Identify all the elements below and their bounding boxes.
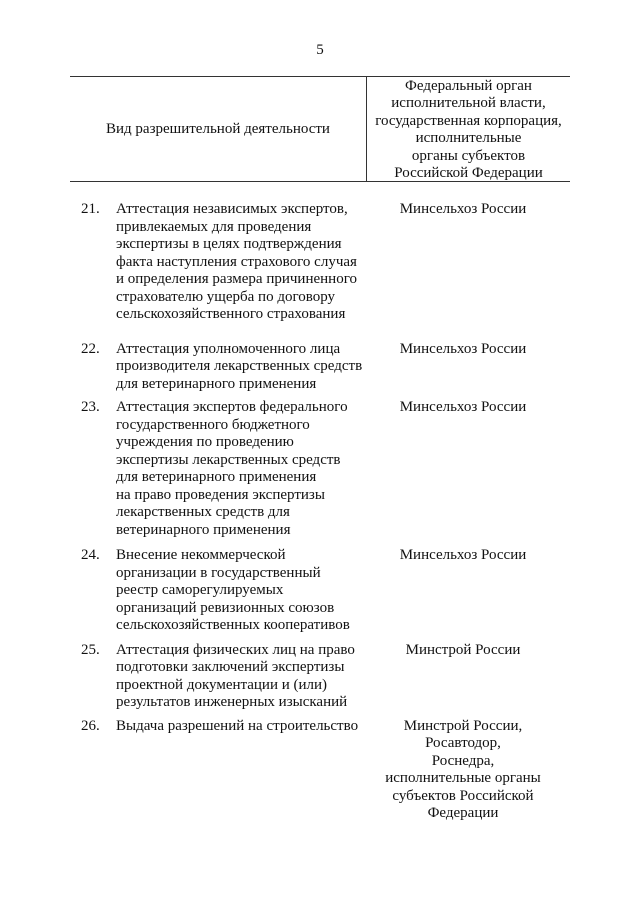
activity-text: Аттестация независимых экспертов, привлекаемых для проведения экспертизы в целях подтверждения факта наступления страхового случая и определения размера причиненного страхователю ущерба по договору сельскохозяйственного страхования xyxy=(116,201,357,322)
header-authority-column: Федеральный орган исполнительной власти, государственная корпорация, исполнительные органы субъектов Российской Федерации xyxy=(375,77,562,181)
table-row xyxy=(70,201,570,324)
row-number: 26. xyxy=(81,717,100,734)
authority-text: Минсельхоз России xyxy=(399,399,527,415)
row-number: 21. xyxy=(81,201,100,217)
activity-text: Выдача разрешений на строительство xyxy=(116,717,359,734)
authority-text: Минсельхоз России xyxy=(399,340,527,357)
table-row xyxy=(70,399,570,539)
table-header xyxy=(70,76,570,182)
authority-text: Минсельхоз России xyxy=(399,201,527,217)
authority-text: Минстрой России, Росавтодор, Роснедра, исполнительные органы субъектов Российской Федерации xyxy=(385,717,541,821)
activity-text: Аттестация физических лиц на право подготовки заключений экспертизы проектной документации и (или) результатов инженерных изысканий xyxy=(116,641,355,710)
table-row xyxy=(70,642,570,712)
table-row xyxy=(70,718,570,823)
permit-activities-table xyxy=(70,76,570,823)
authority-text: Минсельхоз России xyxy=(399,547,527,563)
activity-text: Внесение некоммерческой организации в государственный реестр саморегулируемых организаций ревизионных союзов сельскохозяйственных кооперативов xyxy=(116,547,350,633)
row-number: 25. xyxy=(81,641,100,658)
activity-text: Аттестация экспертов федерального государственного бюджетного учреждения по проведению экспертизы лекарственных средств для ветеринарного применения на право проведения экспертизы лекарственных средств для ветеринарного применения xyxy=(116,399,348,538)
table-row xyxy=(70,547,570,635)
table-body xyxy=(70,182,570,823)
row-number: 24. xyxy=(81,547,100,563)
activity-text: Аттестация уполномоченного лица производителя лекарственных средств для ветеринарного применения xyxy=(116,340,363,392)
header-activity-column: Вид разрешительной деятельности xyxy=(70,77,367,181)
authority-text: Минстрой России xyxy=(405,641,521,658)
page-number: 5 xyxy=(316,42,324,58)
row-number: 22. xyxy=(81,340,100,357)
table-row xyxy=(70,341,570,394)
row-number: 23. xyxy=(81,399,100,415)
